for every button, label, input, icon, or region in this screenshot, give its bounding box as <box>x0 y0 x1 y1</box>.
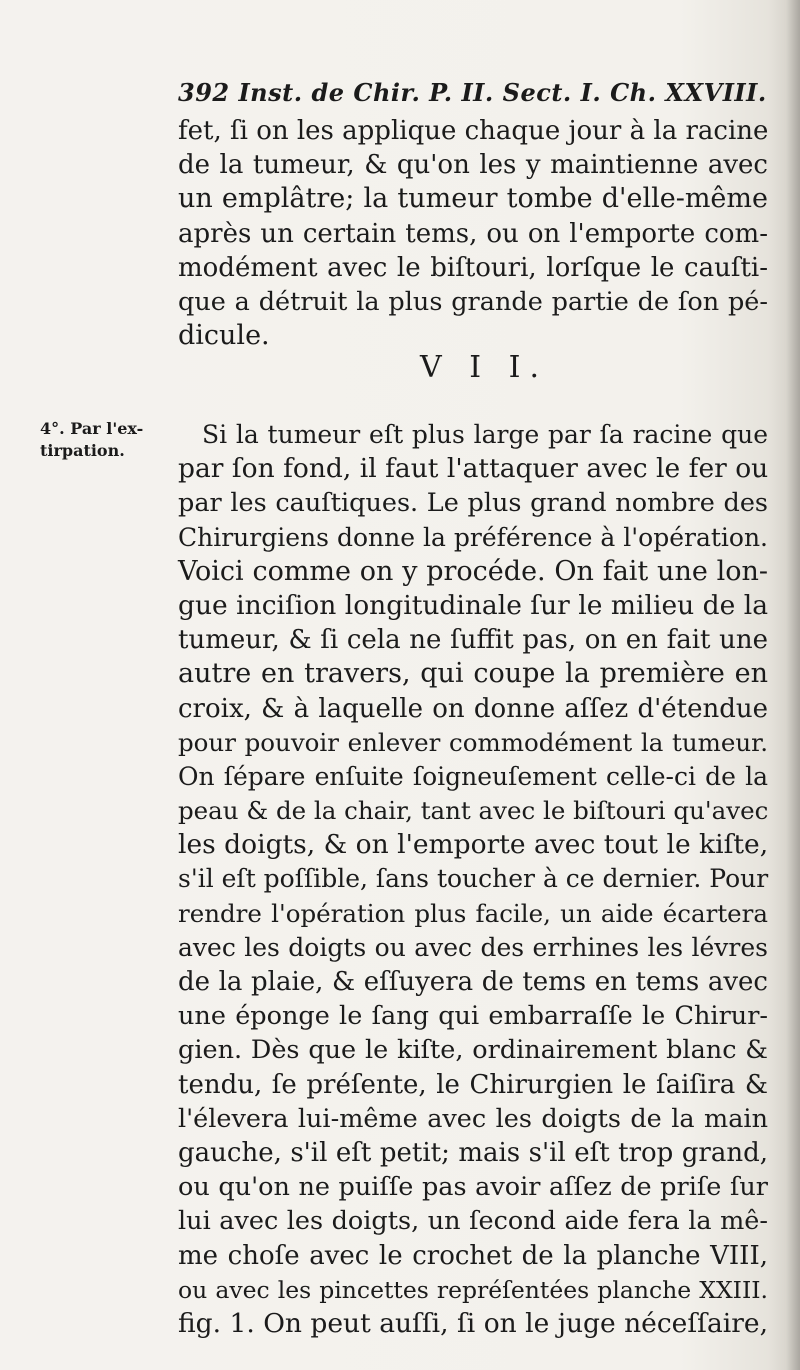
text-line: tendu, ſe préſente, le Chirurgien le ſaiſira & <box>178 1069 768 1100</box>
text-line: que a détruit la plus grande partie de ſon pé- <box>178 286 768 317</box>
text-line: fig. 1. On peut auſſi, ſi on le juge néceſſaire, <box>178 1307 769 1339</box>
page-gutter-shadow <box>786 0 800 1370</box>
text-line: Si la tumeur eſt plus large par ſa racine que <box>202 420 768 449</box>
text-line: modément avec le biſtouri, lorſque le cauſti- <box>178 252 768 283</box>
text-line: pour pouvoir enlever commodément la tumeur. <box>178 727 768 757</box>
text-line: On ſépare enſuite ſoigneuſement celle-ci de la <box>178 761 768 791</box>
text-line: un emplâtre; la tumeur tombe d'elle-même <box>178 183 768 215</box>
marginal-note <box>40 418 175 462</box>
text-block-top <box>178 114 768 353</box>
text-line: les doigts, & on l'emporte avec tout le kiſte, <box>178 829 769 861</box>
text-line: de la plaie, & eſſuyera de tems en tems avec <box>178 967 768 997</box>
text-line: peau & de la chair, tant avec le biſtouri qu'avec <box>178 796 769 826</box>
text-line: tumeur, & ſi cela ne ſuffit pas, on en fait une <box>178 625 768 656</box>
text-line: l'élevera lui-même avec les doigts de la main <box>178 1103 768 1134</box>
text-line: me choſe avec le crochet de la planche VIII, <box>178 1240 768 1271</box>
text-line: croix, & à laquelle on donne aſſez d'étendue <box>178 693 768 724</box>
text-line: par les cauſtiques. Le plus grand nombre des <box>178 488 768 519</box>
text-line: lui avec les doigts, un ſecond aide fera la mê- <box>178 1206 768 1237</box>
text-line: par ſon fond, il faut l'attaquer avec le fer ou <box>178 453 769 485</box>
text-line: de la tumeur, & qu'on les y maintienne avec <box>178 150 768 181</box>
text-line: après un certain tems, ou on l'emporte com- <box>178 218 768 249</box>
section-number: V I I. <box>420 350 548 385</box>
text-line: ou qu'on ne puiſſe pas avoir aſſez de priſe ſur <box>178 1172 768 1203</box>
text-line: une éponge le ſang qui embarraſſe le Chirur- <box>178 1001 768 1032</box>
text-line: dicule. <box>178 320 270 352</box>
text-line: avec les doigts ou avec des errhines les lévres <box>178 932 768 962</box>
text-line: fet, ſi on les applique chaque jour à la racine <box>178 116 769 146</box>
running-header: 392 Inst. de Chir. P. II. Sect. I. Ch. XXVIII. <box>178 78 767 107</box>
text-line: s'il eſt poſſible, ſans toucher à ce dernier. Pour <box>178 864 769 894</box>
text-line: Chirurgiens donne la préférence à l'opération. <box>178 522 768 552</box>
text-line: gue inciſion longitudinale ſur le milieu de la <box>178 589 768 621</box>
text-line: Voici comme on y procéde. On fait une lon- <box>178 555 768 587</box>
text-block-main <box>178 418 768 1341</box>
text-line: gien. Dès que le kiſte, ordinairement blanc & <box>178 1035 768 1066</box>
text-line: rendre l'opération plus facile, un aide écartera <box>178 898 768 928</box>
marginal-note-line: 4°. Par l'ex- <box>40 419 144 438</box>
text-line: gauche, s'il eſt petit; mais s'il eſt trop grand, <box>178 1137 768 1168</box>
marginal-note-line: tirpation. <box>40 441 125 460</box>
text-line: autre en travers, qui coupe la première en <box>178 658 768 690</box>
text-line: ou avec les pincettes repréſentées planche XXIII. <box>178 1275 768 1304</box>
